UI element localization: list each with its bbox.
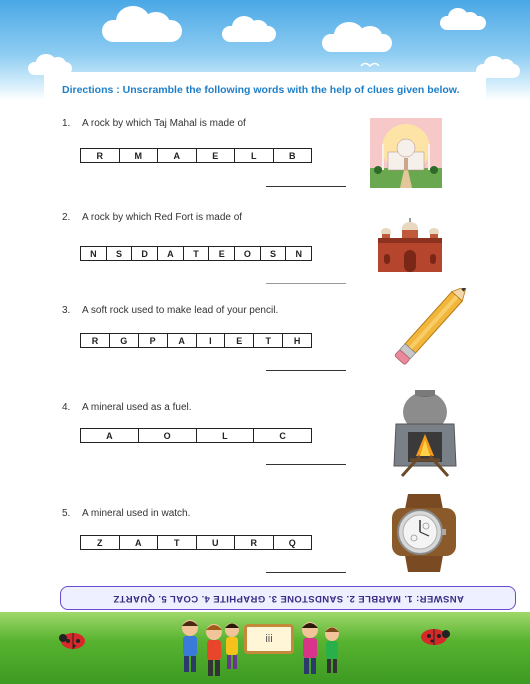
letter-box: O [138, 429, 196, 442]
letter-box: T [157, 536, 196, 549]
answer-line-5[interactable] [266, 572, 346, 573]
answer-key-text: ANSWER: 1. MARBLE 2. SANDSTONE 3. GRAPHITE 4. COAL 5. QUARTZ [112, 592, 464, 604]
page-number: iii [244, 624, 294, 654]
letter-box: G [109, 334, 138, 347]
cloud [322, 34, 392, 52]
cloud [102, 20, 182, 42]
letter-boxes-2 [80, 246, 312, 261]
letter-box: S [106, 247, 132, 260]
answer-line-2[interactable] [266, 283, 346, 284]
letter-box: A [106, 430, 113, 441]
letter-box: Z [97, 537, 103, 548]
directions-text: Directions : Unscramble the following words with the help of clues given below. [62, 84, 460, 96]
letter-box: A [157, 149, 196, 162]
letter-box: D [131, 247, 157, 260]
letter-box: E [208, 247, 234, 260]
letter-box: A [157, 247, 183, 260]
coal-stove-icon [388, 384, 462, 480]
question-clue: A mineral used in watch. [82, 508, 191, 519]
question-3 [62, 305, 278, 316]
letter-box: R [96, 150, 103, 161]
letter-box: A [167, 334, 196, 347]
answer-key-box [60, 586, 516, 610]
letter-box: R [234, 536, 273, 549]
question-clue: A mineral used as a fuel. [82, 402, 192, 413]
question-5 [62, 508, 190, 519]
letter-box: Q [273, 536, 312, 549]
cloud [222, 26, 276, 42]
question-clue: A soft rock used to make lead of your pencil. [82, 305, 279, 316]
letter-box: L [196, 429, 254, 442]
letter-box: O [234, 247, 260, 260]
letter-boxes-1 [80, 148, 312, 163]
letter-box: B [273, 149, 312, 162]
letter-box: C [253, 429, 311, 442]
letter-box: T [253, 334, 282, 347]
taj-mahal-icon [370, 118, 442, 188]
question-2 [62, 212, 242, 223]
pencil-icon [382, 288, 468, 376]
wrist-watch-icon [386, 490, 462, 574]
letter-box: P [138, 334, 167, 347]
red-fort-icon [376, 216, 444, 272]
letter-boxes-4 [80, 428, 312, 443]
ladybug-icon [58, 628, 88, 650]
ladybug-icon [418, 624, 450, 646]
question-clue: A rock by which Taj Mahal is made of [82, 118, 246, 129]
answer-line-3[interactable] [266, 370, 346, 371]
letter-box: N [90, 248, 97, 259]
letter-box: R [91, 335, 99, 346]
question-clue: A rock by which Red Fort is made of [82, 212, 243, 223]
letter-box: N [285, 247, 311, 260]
letter-box: H [282, 334, 311, 347]
letter-boxes-3 [80, 333, 312, 348]
letter-box: S [260, 247, 286, 260]
letter-box: L [234, 149, 273, 162]
bird-icon [360, 60, 380, 70]
letter-box: U [196, 536, 235, 549]
question-number: 2. [62, 212, 71, 223]
answer-line-4[interactable] [266, 464, 346, 465]
question-number: 5. [62, 508, 71, 519]
letter-box: E [196, 149, 235, 162]
letter-box: T [183, 247, 209, 260]
question-4 [62, 402, 192, 413]
question-1 [62, 118, 246, 129]
letter-box: I [196, 334, 225, 347]
question-number: 3. [62, 305, 71, 316]
letter-box: M [119, 149, 158, 162]
letter-box: A [119, 536, 158, 549]
question-number: 4. [62, 402, 71, 413]
question-number: 1. [62, 118, 71, 129]
letter-boxes-5 [80, 535, 312, 550]
answer-line-1[interactable] [266, 186, 346, 187]
cloud [440, 16, 486, 30]
letter-box: E [224, 334, 253, 347]
